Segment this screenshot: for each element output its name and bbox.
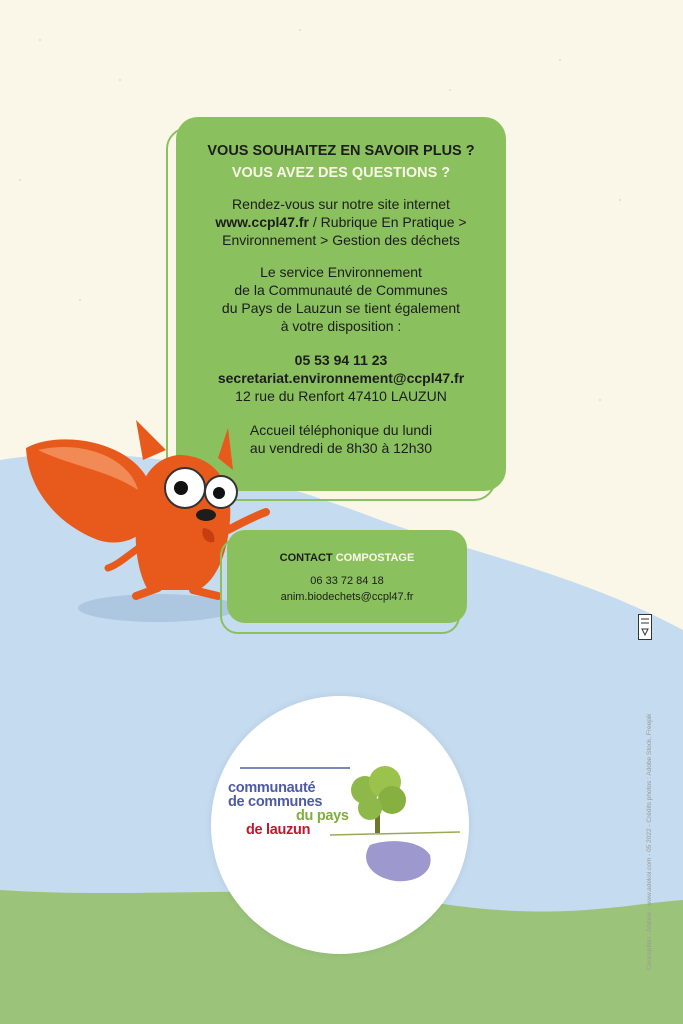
contact-title-part2: COMPOSTAGE — [335, 552, 415, 564]
email-address[interactable]: secretariat.environnement@ccpl47.fr — [217, 370, 465, 386]
contact-title-part1: CONTACT — [279, 552, 336, 564]
website-line — [176, 213, 506, 231]
contact-title — [227, 552, 467, 564]
website-path: / Rubrique En Pratique > — [309, 214, 467, 230]
website-intro: Rendez-vous sur notre site internet — [232, 196, 450, 212]
website-link[interactable]: www.ccpl47.fr — [215, 214, 309, 230]
heading-learn-more: VOUS SOUHAITEZ EN SAVOIR PLUS ? — [207, 143, 475, 159]
website-path-end: Environnement > Gestion des déchets — [222, 232, 460, 248]
hours-line-2: au vendredi de 8h30 à 12h30 — [249, 440, 433, 456]
service-text-4: à votre disposition : — [280, 318, 402, 334]
service-text-3: du Pays de Lauzun se tient également — [221, 300, 461, 316]
heading-questions: VOUS AVEZ DES QUESTIONS ? — [231, 165, 451, 181]
contact-phone[interactable]: 06 33 72 84 18 — [310, 575, 384, 587]
contact-card — [227, 530, 467, 623]
credits-text: Conception : Adékoi - www.adekoi.com - 05 2022 - Crédits photos : Adobe Stock, Freepik — [646, 713, 653, 970]
service-text-2: de la Communauté de Communes — [234, 282, 448, 298]
logo-line-2: de communes — [228, 794, 323, 810]
recycling-seal-icon — [638, 614, 652, 640]
hours-line-1: Accueil téléphonique du lundi — [249, 422, 433, 438]
service-text-1: Le service Environnement — [260, 264, 422, 280]
logo-line-1: communauté — [228, 780, 316, 796]
contact-email[interactable]: anim.biodechets@ccpl47.fr — [280, 591, 414, 603]
logo-line-3: du pays — [296, 808, 349, 824]
phone-number[interactable]: 05 53 94 11 23 — [294, 352, 388, 368]
postal-address: 12 rue du Renfort 47410 LAUZUN — [235, 388, 447, 404]
logo-line-4: de lauzun — [246, 822, 311, 838]
